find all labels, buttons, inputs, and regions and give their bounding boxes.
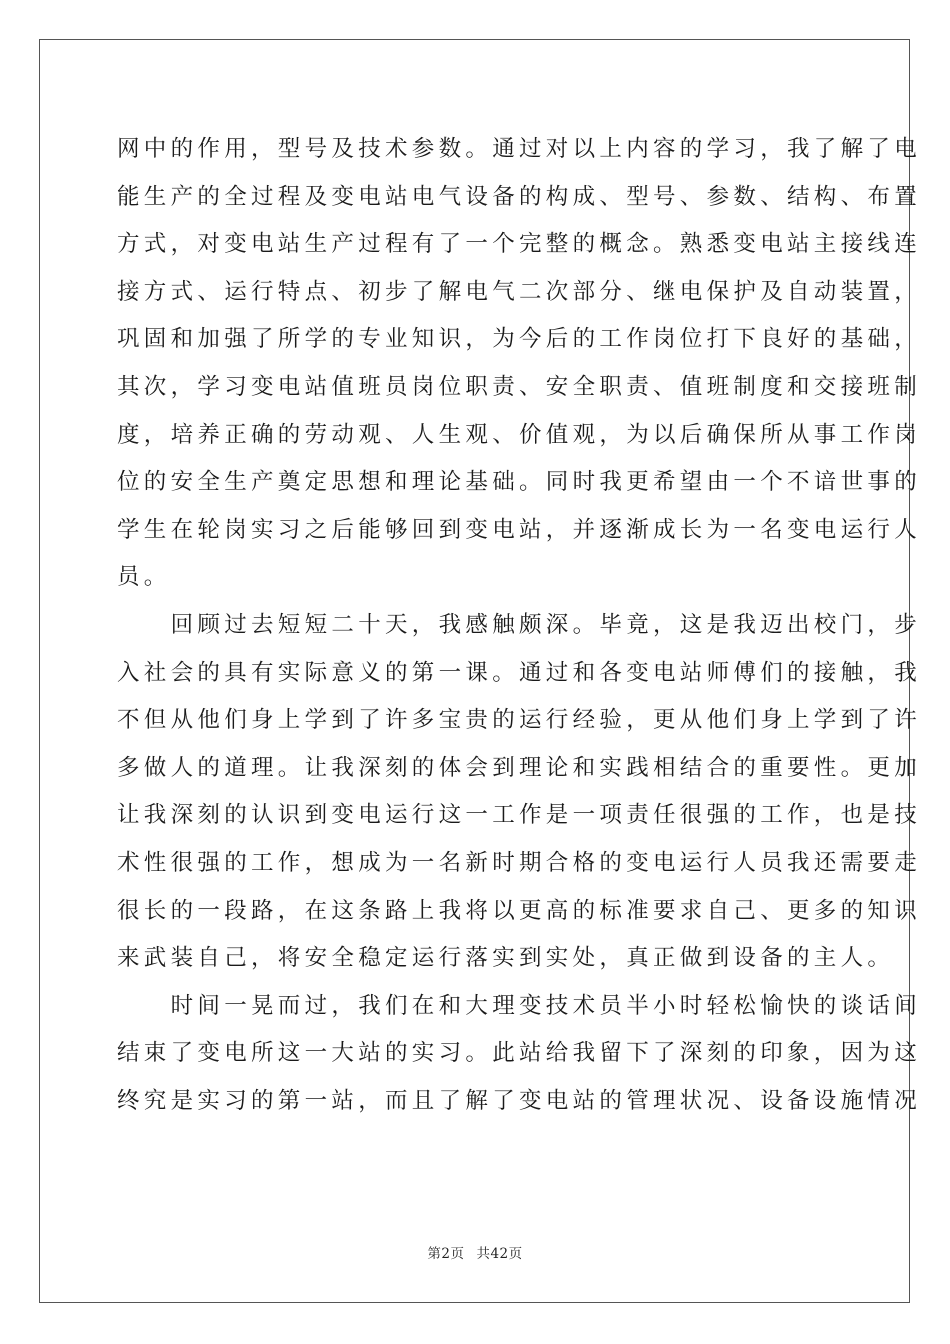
text-line: 其次，学习变电站值班员岗位职责、安全职责、值班制度和交接班制 [117,373,922,400]
page-number: 第2页 [427,1246,465,1262]
page-footer [0,1245,950,1263]
text-line: 方式，对变电站生产过程有了一个完整的概念。熟悉变电站主接线连 [117,231,922,258]
text-line: 接方式、运行特点、初步了解电气二次部分、继电保护及自动装置， [117,278,922,305]
text-line: 很长的一段路，在这条路上我将以更高的标准要求自己、更多的知识 [117,897,922,924]
text-line: 终究是实习的第一站，而且了解了变电站的管理状况、设备设施情况 [117,1087,922,1114]
text-line: 员。 [117,564,171,591]
text-line: 时间一晃而过，我们在和大理变技术员半小时轻松愉快的谈话间 [117,992,922,1019]
text-line: 学生在轮岗实习之后能够回到变电站，并逐渐成长为一名变电运行人 [117,516,922,543]
text-line: 不但从他们身上学到了许多宝贵的运行经验，更从他们身上学到了许 [117,707,922,734]
text-line: 结束了变电所这一大站的实习。此站给我留下了深刻的印象，因为这 [117,1040,922,1067]
text-line: 术性很强的工作，想成为一名新时期合格的变电运行人员我还需要走 [117,849,922,876]
text-line: 度，培养正确的劳动观、人生观、价值观，为以后确保所从事工作岗 [117,421,922,448]
text-line: 网中的作用，型号及技术参数。通过对以上内容的学习，我了解了电 [117,136,922,162]
text-line: 多做人的道理。让我深刻的体会到理论和实践相结合的重要性。更加 [117,754,922,781]
text-line: 位的安全生产奠定思想和理论基础。同时我更希望由一个不谙世事的 [117,469,922,496]
text-line: 入社会的具有实际意义的第一课。通过和各变电站师傅们的接触，我 [117,659,922,686]
text-line: 巩固和加强了所学的专业知识，为今后的工作岗位打下良好的基础， [117,326,922,353]
text-line: 让我深刻的认识到变电运行这一工作是一项责任很强的工作，也是技 [117,802,922,829]
page-total: 共42页 [476,1246,523,1262]
document-body [117,126,922,1125]
text-line: 能生产的全过程及变电站电气设备的构成、型号、参数、结构、布置 [117,183,922,210]
text-line: 回顾过去短短二十天，我感触颇深。毕竟，这是我迈出校门，步 [117,611,922,638]
text-line: 来武装自己，将安全稳定运行落实到实处，真正做到设备的主人。 [117,945,895,972]
